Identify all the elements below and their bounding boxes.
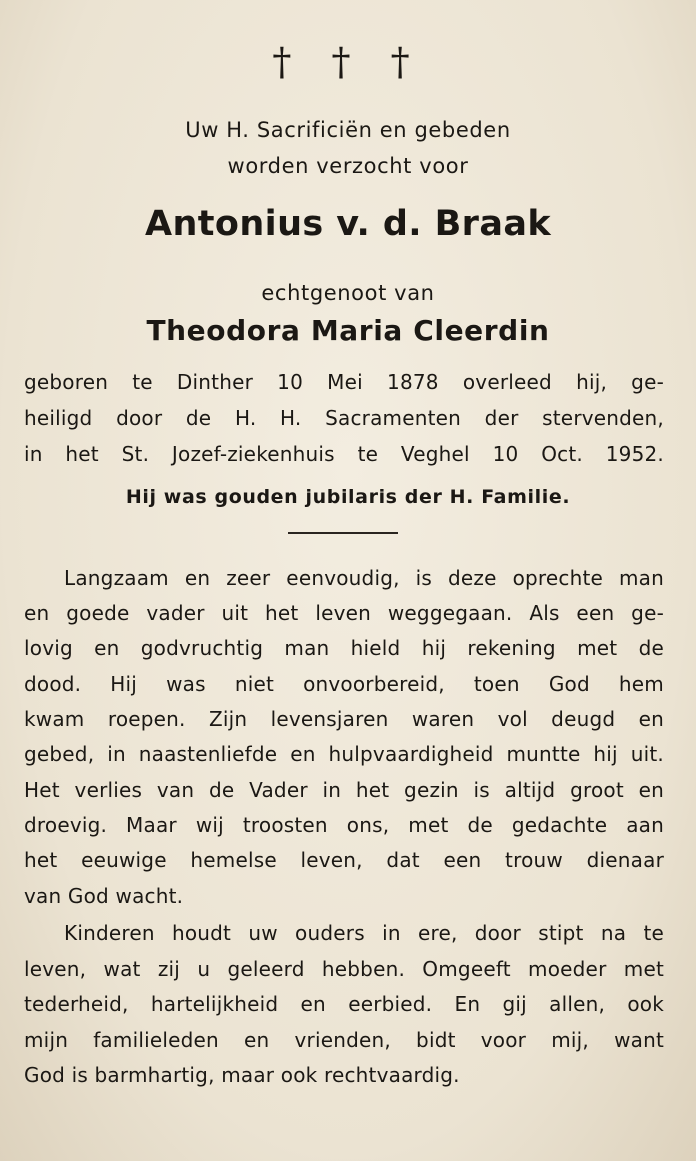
text-line: mijn familieleden en vrienden, bidt voor mij, want [24,1028,664,1052]
text-line: en goede vader uit het leven weggegaan. Als een ge- [24,601,664,625]
crosses-symbol: † † † [272,40,424,84]
text-line: kwam roepen. Zijn levensjaren waren vol deugd en [24,707,664,731]
text-line: van God wacht. [24,884,184,908]
text-line: dood. Hij was niet onvoorbereid, toen God hem [24,672,664,696]
text-line: lovig en godvruchtig man hield hij rekening met de [24,636,664,660]
spouse-name: Theodora Maria Cleerdin [146,314,550,347]
text-line: droevig. Maar wij troosten ons, met de gedachte aan [24,813,664,837]
jubilee-line: Hij was gouden jubilaris der H. Familie. [125,486,571,508]
text-line: het eeuwige hemelse leven, dat een trouw dienaar [24,848,664,872]
intro-line-2: worden verzocht voor [227,154,469,178]
spouse-label: echtgenoot van [261,281,435,305]
text-line: tederheid, hartelijkheid en eerbied. En gij allen, ook [24,992,664,1016]
biography-line: heiligd door de H. H. Sacramenten der stervenden, [24,406,664,430]
text-line: leven, wat zij u geleerd hebben. Omgeeft moeder met [24,957,664,981]
intro-line-1: Uw H. Sacrificiën en gebeden [185,118,511,142]
divider-rule [288,532,398,534]
deceased-name: Antonius v. d. Braak [144,204,552,244]
text-line: Kinderen houdt uw ouders in ere, door stipt na te [64,921,664,945]
text-line: Langzaam en zeer eenvoudig, is deze oprechte man [64,566,664,590]
text-line: Het verlies van de Vader in het gezin is altijd groot en [24,778,664,802]
biography-line: in het St. Jozef-ziekenhuis te Veghel 10 Oct. 1952. [24,442,664,466]
biography-line: geboren te Dinther 10 Mei 1878 overleed hij, ge- [24,370,664,394]
text-line: God is barmhartig, maar ook rechtvaardig. [24,1063,460,1087]
text-line: gebed, in naastenliefde en hulpvaardigheid muntte hij uit. [24,742,664,766]
